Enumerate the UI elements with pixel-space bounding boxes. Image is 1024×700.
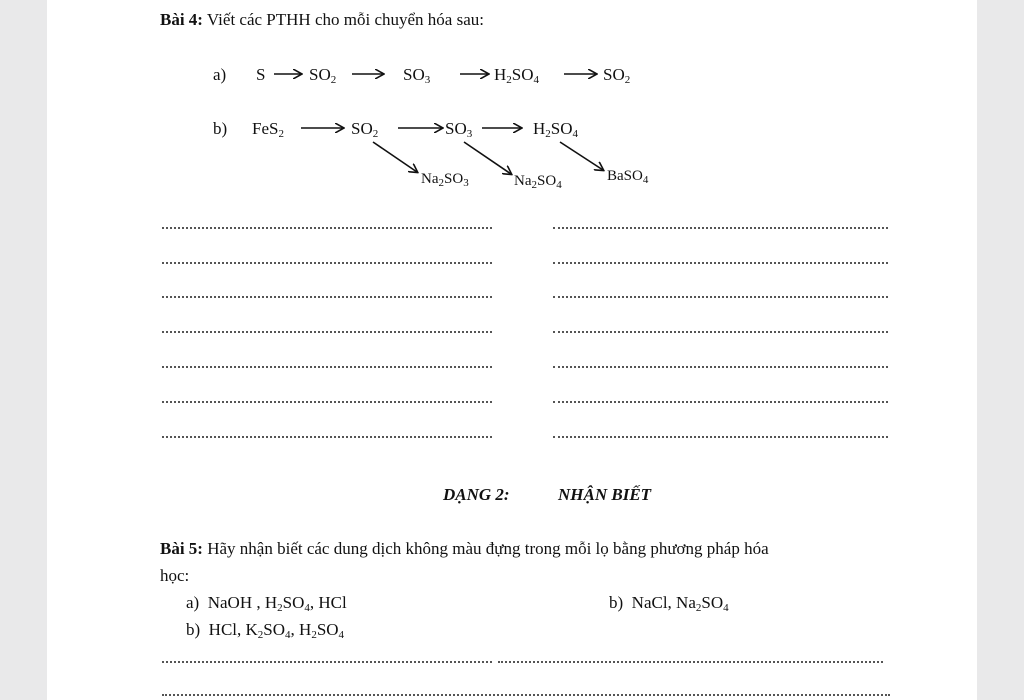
bai5-title-bold: Bài 5: [160, 539, 203, 558]
answer-line[interactable] [553, 296, 888, 298]
bai4-b-label: b) [213, 119, 228, 138]
chain-a-so3: $SO_3$ [403, 65, 431, 86]
answer-line[interactable] [553, 366, 888, 368]
answer-line[interactable] [553, 436, 888, 438]
chain-b-fes2: FeS$_2$ [252, 119, 284, 140]
dang2-title: NHẬN BIẾT [558, 485, 652, 504]
answer-line[interactable] [162, 296, 492, 298]
answer-line[interactable] [162, 331, 492, 333]
answer-line[interactable] [162, 661, 492, 663]
chain-b-baso4: BaSO$_4$ [607, 168, 649, 186]
chain-b-so2: $SO_2$ [351, 119, 379, 140]
chain-a-h2so4: $H_2SO_4$ [494, 65, 540, 86]
answer-line[interactable] [162, 436, 492, 438]
arrow-b-branch-2 [464, 142, 511, 174]
chain-a-so2: $SO_2$ [309, 65, 337, 86]
dang2-label: DẠNG 2: [443, 485, 510, 504]
arrow-b-branch-3 [560, 142, 603, 170]
chain-a-so2-final: $SO_2$ [603, 65, 631, 86]
answer-line[interactable] [553, 331, 888, 333]
bai5-b-right: b) NaCl, $Na_2SO_4$ [609, 593, 729, 614]
bai5-title-cont: học: [160, 566, 190, 585]
chain-b-na2so3: $Na_2SO_3$ [421, 171, 469, 189]
answer-line[interactable] [162, 401, 492, 403]
chain-b-so3: $SO_3$ [445, 119, 473, 140]
answer-line[interactable] [162, 227, 492, 229]
answer-line[interactable] [162, 694, 890, 696]
chain-b-h2so4: $H_2SO_4$ [533, 119, 579, 140]
arrow-b-branch-1 [373, 142, 417, 172]
chain-a-s: S [256, 65, 266, 84]
chain-b-na2so4: $Na_2SO_4$ [514, 173, 562, 191]
answer-line[interactable] [498, 661, 883, 663]
bai4-title-text: Viết các PTHH cho mỗi chuyển hóa sau: [202, 10, 484, 29]
bai4-a-label: a) [213, 65, 227, 84]
bai4-title-bold: Bài 4: [160, 10, 203, 29]
answer-line[interactable] [162, 262, 492, 264]
answer-line[interactable] [553, 401, 888, 403]
bai5-title [160, 539, 769, 559]
bai5-title-text: Hãy nhận biết các dung dịch không màu đựng trong mỗi lọ bằng phương pháp hóa [202, 539, 769, 558]
answer-line[interactable] [553, 262, 888, 264]
bai5-b: b) HCl, $K_2SO_4$, $H_2SO_4$ [186, 620, 345, 641]
answer-line[interactable] [162, 366, 492, 368]
answer-line[interactable] [553, 227, 888, 229]
bai5-a: a) NaOH , $H_2SO_4$, HCl [186, 593, 347, 614]
